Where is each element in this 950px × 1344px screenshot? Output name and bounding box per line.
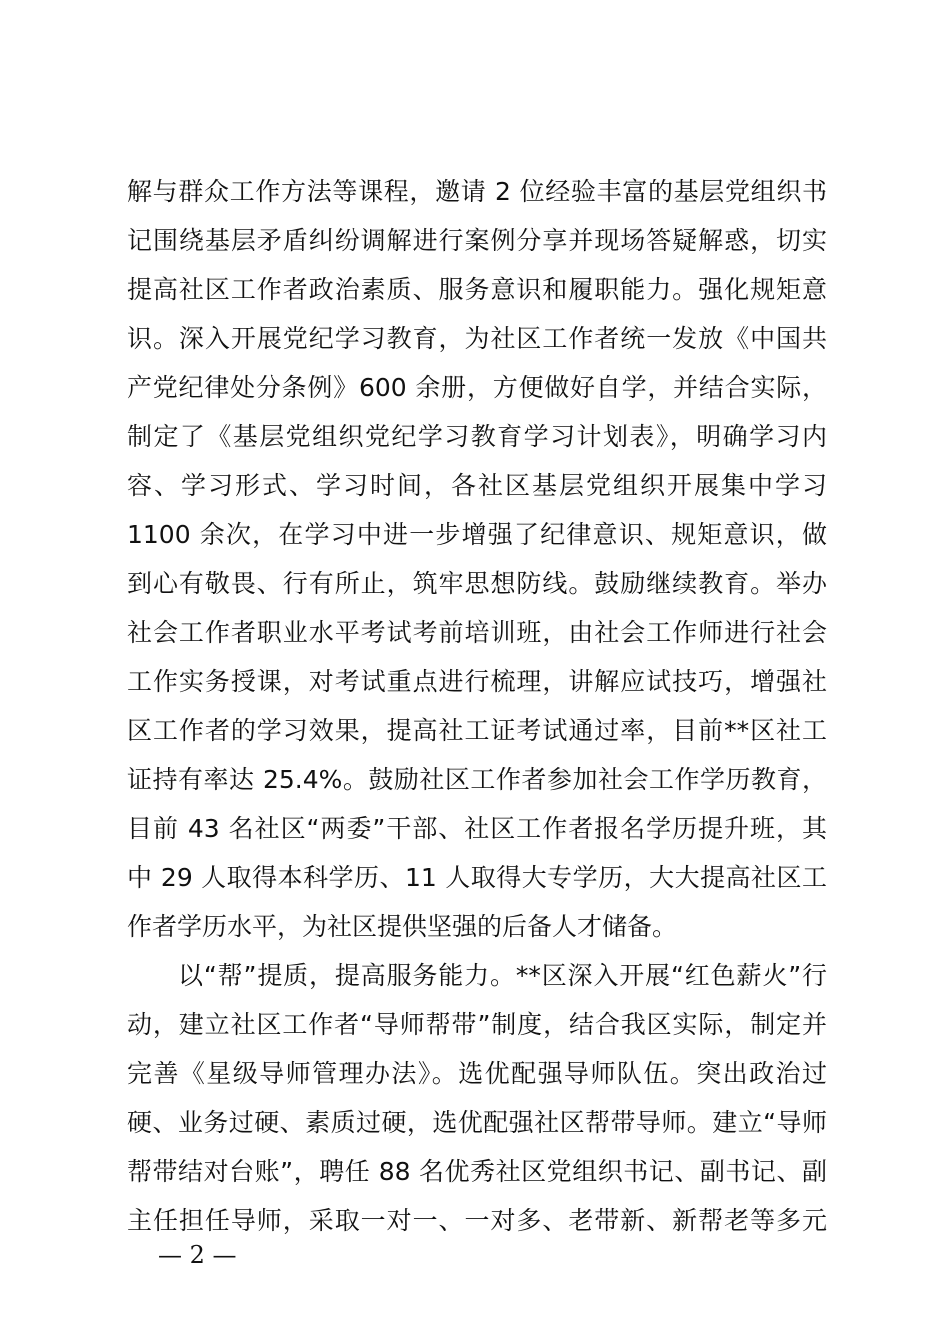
body-text-line: 提高社区工作者政治素质、服务意识和履职能力。强化规矩意 — [127, 275, 827, 304]
body-text-line: 容、学习形式、学习时间，各社区基层党组织开展集中学习 — [127, 471, 827, 500]
body-text-line: 中 29 人取得本科学历、11 人取得大专学历，大大提高社区工 — [127, 863, 827, 892]
paragraph-first-line: 以“帮”提质，提高服务能力。**区深入开展“红色薪火”行 — [178, 961, 827, 990]
page-number: — 2 — — [158, 1241, 237, 1269]
body-text-line: 社会工作者职业水平考试考前培训班，由社会工作师进行社会 — [127, 618, 827, 647]
body-text-line: 目前 43 名社区“两委”干部、社区工作者报名学历提升班，其 — [127, 814, 827, 843]
body-text-line: 硬、业务过硬、素质过硬，选优配强社区帮带导师。建立“导师 — [127, 1108, 827, 1137]
paragraph-last-line: 作者学历水平，为社区提供坚强的后备人才储备。 — [127, 912, 678, 941]
body-text-line: 动，建立社区工作者“导师帮带”制度，结合我区实际，制定并 — [127, 1010, 827, 1039]
body-text-line: 产党纪律处分条例》600 余册，方便做好自学，并结合实际， — [127, 373, 827, 402]
body-text-line: 区工作者的学习效果，提高社工证考试通过率，目前**区社工 — [127, 716, 827, 745]
body-text-line: 到心有敬畏、行有所止，筑牢思想防线。鼓励继续教育。举办 — [127, 569, 827, 598]
body-text-line: 解与群众工作方法等课程，邀请 2 位经验丰富的基层党组织书 — [127, 177, 827, 206]
body-text-line: 记围绕基层矛盾纠纷调解进行案例分享并现场答疑解惑，切实 — [127, 226, 827, 255]
body-text-line: 证持有率达 25.4%。鼓励社区工作者参加社会工作学历教育， — [127, 765, 827, 794]
body-text-line: 帮带结对台账”，聘任 88 名优秀社区党组织书记、副书记、副 — [127, 1157, 827, 1186]
body-text-line: 识。深入开展党纪学习教育，为社区工作者统一发放《中国共 — [127, 324, 827, 353]
body-text-line: 主任担任导师，采取一对一、一对多、老带新、新帮老等多元 — [127, 1206, 827, 1235]
body-text-line: 工作实务授课，对考试重点进行梳理，讲解应试技巧，增强社 — [127, 667, 827, 696]
body-text-line: 制定了《基层党组织党纪学习教育学习计划表》，明确学习内 — [127, 422, 827, 451]
body-text-line: 完善《星级导师管理办法》。选优配强导师队伍。突出政治过 — [127, 1059, 827, 1088]
body-text-line: 1100 余次，在学习中进一步增强了纪律意识、规矩意识，做 — [127, 520, 827, 549]
